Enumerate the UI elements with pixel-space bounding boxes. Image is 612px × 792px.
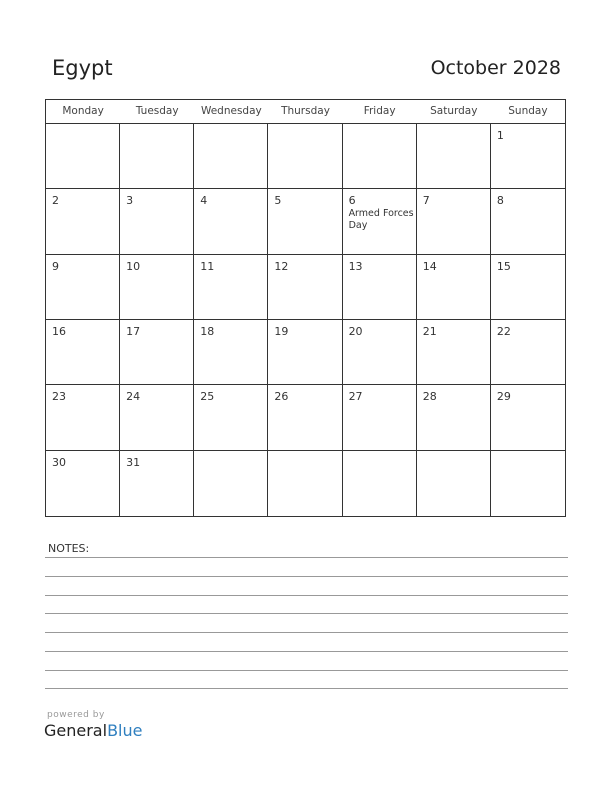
day-number: 21 [422, 325, 437, 338]
day-cell[interactable] [491, 189, 565, 254]
generalblue-logo[interactable] [44, 721, 142, 740]
day-number: 23 [52, 390, 66, 404]
day-cell[interactable] [194, 189, 268, 254]
day-number: 31 [126, 455, 141, 469]
day-number: 25 [200, 390, 215, 404]
weekday-saturday: Saturday [430, 105, 478, 117]
day-cell[interactable] [491, 124, 565, 189]
day-cell[interactable] [417, 124, 491, 189]
day-cell[interactable] [120, 189, 194, 254]
brand-part-general: General [44, 721, 108, 740]
day-cell[interactable] [343, 320, 417, 385]
day-cell[interactable] [120, 255, 194, 320]
day-number: 4 [200, 194, 208, 208]
notes-line [45, 651, 568, 652]
day-cell[interactable] [343, 255, 417, 320]
day-cell[interactable] [268, 189, 342, 254]
day-number: 7 [422, 194, 430, 208]
day-cell[interactable] [194, 385, 268, 450]
day-cell[interactable] [343, 124, 417, 189]
day-cell[interactable] [120, 124, 194, 189]
weekday-tuesday: Tuesday [135, 105, 179, 117]
day-cell[interactable] [491, 255, 565, 320]
day-number: 22 [496, 325, 511, 338]
day-cell[interactable] [120, 320, 194, 385]
calendar-grid [45, 99, 566, 517]
day-number: 18 [200, 325, 215, 338]
day-number: 30 [52, 455, 66, 469]
weekday-sunday: Sunday [508, 105, 548, 117]
day-number: 9 [52, 259, 59, 273]
day-number: 6 [348, 194, 356, 208]
day-number: 5 [274, 194, 282, 208]
day-cell[interactable] [46, 385, 120, 450]
day-cell[interactable] [417, 451, 491, 516]
day-number: 26 [274, 390, 289, 404]
weekday-wednesday: Wednesday [200, 105, 262, 117]
day-number: 2 [52, 194, 59, 208]
notes-line [45, 576, 568, 577]
day-cell[interactable] [46, 451, 120, 516]
day-cell[interactable] [343, 451, 417, 516]
notes-label: NOTES: [48, 542, 90, 555]
day-number: 8 [496, 194, 504, 208]
day-cell[interactable] [46, 124, 120, 189]
day-cell[interactable] [268, 385, 342, 450]
day-cell[interactable] [194, 320, 268, 385]
day-number: 27 [348, 390, 363, 404]
day-cells [46, 124, 565, 516]
day-number: 11 [200, 259, 215, 273]
weekday-thursday: Thursday [281, 105, 330, 117]
notes-line [45, 632, 568, 633]
country-title: Egypt [52, 56, 113, 80]
day-number: 1 [496, 129, 504, 142]
day-cell[interactable] [417, 385, 491, 450]
notes-line [45, 613, 568, 614]
day-number: 19 [274, 325, 289, 338]
day-cell[interactable] [46, 255, 120, 320]
day-number: 20 [348, 325, 363, 338]
notes-line [45, 688, 568, 689]
day-number: 29 [496, 390, 511, 404]
day-number: 28 [422, 390, 437, 404]
day-cell[interactable] [194, 124, 268, 189]
day-number: 13 [348, 259, 363, 273]
day-number: 17 [126, 325, 141, 338]
day-number: 24 [126, 390, 141, 404]
powered-by-text: powered by [47, 710, 105, 720]
notes-line [45, 670, 568, 671]
month-year-title: October 2028 [430, 57, 561, 79]
day-number: 14 [422, 259, 437, 273]
day-cell[interactable] [417, 255, 491, 320]
weekday-friday: Friday [363, 105, 396, 117]
day-number: 12 [274, 259, 289, 273]
day-cell[interactable] [120, 385, 194, 450]
day-cell[interactable] [491, 385, 565, 450]
day-cell[interactable] [268, 124, 342, 189]
day-cell[interactable] [491, 320, 565, 385]
day-number: 15 [496, 259, 511, 273]
day-number: 16 [52, 325, 66, 338]
notes-line [45, 557, 568, 558]
day-cell[interactable] [194, 451, 268, 516]
day-cell[interactable] [268, 320, 342, 385]
notes-line [45, 595, 568, 596]
day-cell[interactable] [268, 451, 342, 516]
day-cell[interactable] [194, 255, 268, 320]
day-cell[interactable] [46, 189, 120, 254]
day-number: 3 [126, 194, 134, 208]
day-cell[interactable] [343, 189, 417, 254]
day-cell[interactable] [46, 320, 120, 385]
day-cell[interactable] [343, 385, 417, 450]
weekday-monday: Monday [62, 105, 104, 117]
day-cell[interactable] [268, 255, 342, 320]
day-number: 10 [126, 259, 141, 273]
day-cell[interactable] [120, 451, 194, 516]
day-cell[interactable] [491, 451, 565, 516]
brand-part-blue: Blue [107, 721, 143, 740]
holiday-label: Armed Forces Day [348, 208, 414, 232]
day-cell[interactable] [417, 189, 491, 254]
weekday-header-row [46, 100, 565, 124]
day-cell[interactable] [417, 320, 491, 385]
